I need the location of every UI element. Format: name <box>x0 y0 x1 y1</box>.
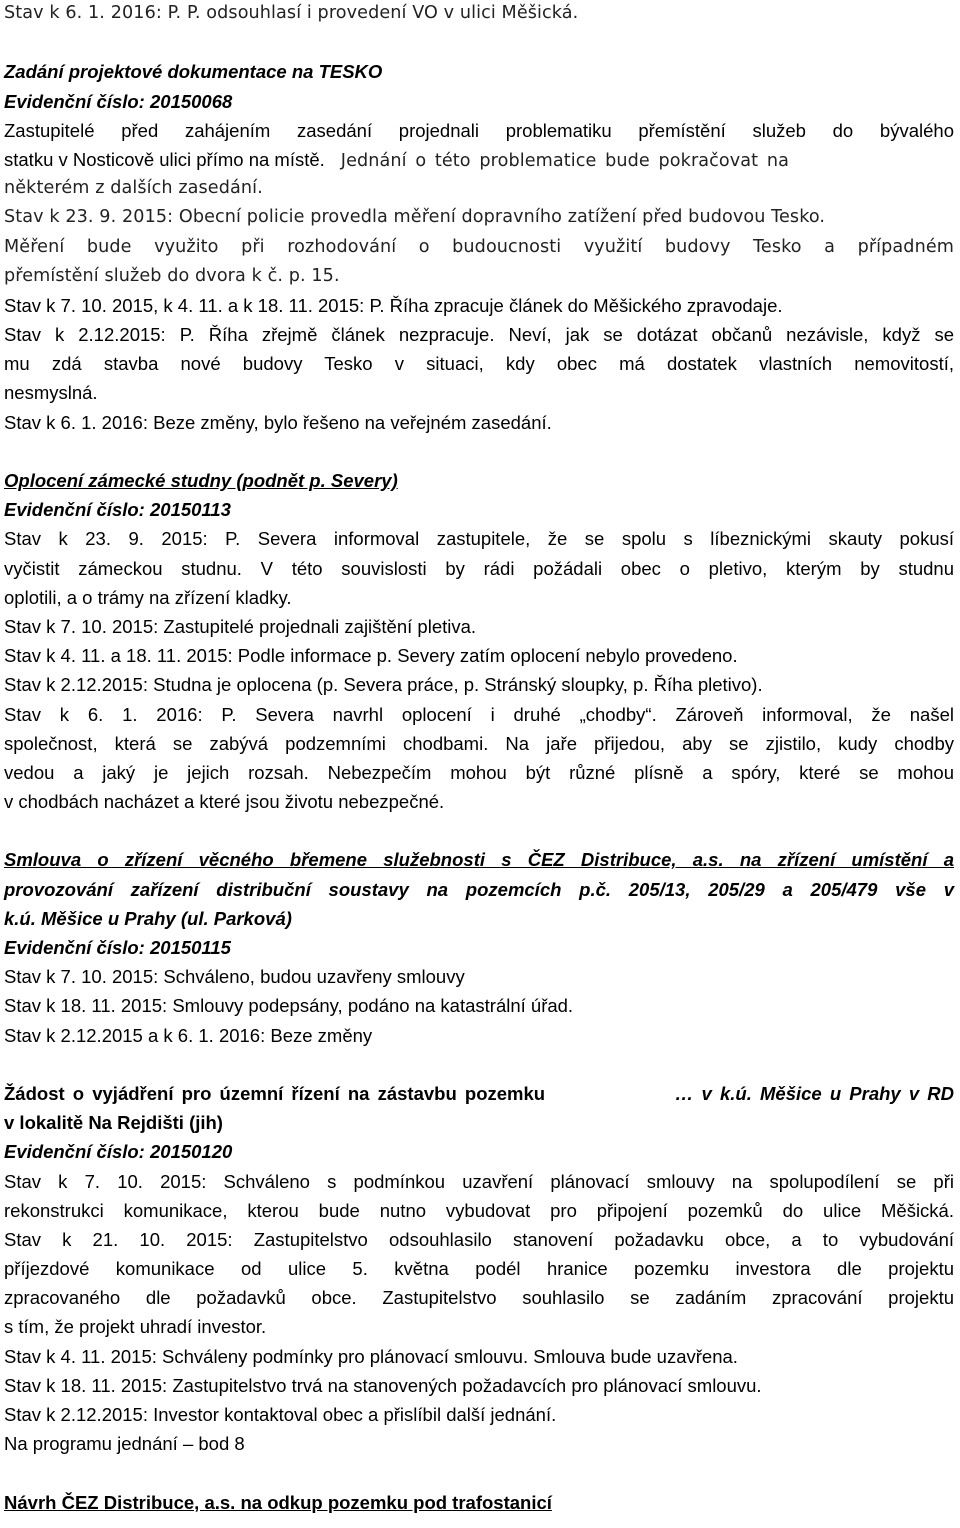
paragraph-line: rekonstrukci komunikace, kterou bude nutno vybudovat pro připojení pozemků do ulice Měšická. <box>4 1199 954 1221</box>
section-title: provozování zařízení distribuční soustavy na pozemcích p.č. 205/13, 205/29 a 205/479 vše v <box>4 878 954 900</box>
section-title: Návrh ČEZ Distribuce, a.s. na odkup pozemku pod trafostanicí <box>4 1491 552 1513</box>
paragraph-line: Stav k 21. 10. 2015: Zastupitelstvo odsouhlasilo stanovení požadavku obce, a to vybudování <box>4 1228 954 1250</box>
paragraph-line: v chodbách nacházet a které jsou životu nebezpečné. <box>4 791 445 813</box>
paragraph-line: s tím, že projekt uhradí investor. <box>4 1316 267 1338</box>
spacer <box>4 437 954 466</box>
paragraph-line: Stav k 2.12.2015 a k 6. 1. 2016: Beze změny <box>4 1024 373 1046</box>
paragraph-line: Stav k 6. 1. 2016: Beze změny, bylo řešeno na veřejném zasedání. <box>4 411 552 433</box>
paragraph-line: oplotili, a o trámy na zřízení kladky. <box>4 586 292 608</box>
evidence-number: Evidenční číslo: 20150068 <box>4 90 233 112</box>
paragraph-line: Stav k 7. 10. 2015: Zastupitelé projednali zajištění pletiva. <box>4 615 477 637</box>
evidence-number: Evidenční číslo: 20150115 <box>4 937 231 958</box>
paragraph-line: Zastupitelé před zahájením zasedání projednali problematiku přemístění služeb do bývalého <box>4 119 954 141</box>
paragraph-line: Stav k 7. 10. 2015: Schváleno, budou uzavřeny smlouvy <box>4 966 465 988</box>
paragraph-line <box>4 145 954 174</box>
paragraph-line: Stav k 6. 1. 2016: P. Severa navrhl oplocení i druhé „chodby“. Zároveň informoval, že našel <box>4 703 954 725</box>
paragraph-line: Měření bude využito při rozhodování o budoucnosti využití budovy Tesko a případném <box>4 236 954 257</box>
paragraph-line: Stav k 2.12.2015: Studna je oplocena (p. Severa práce, p. Stránský sloupky, p. Říha pletivo). <box>4 674 763 696</box>
paragraph-line: Stav k 7. 10. 2015: Schváleno s podmínkou uzavření plánovací smlouvy na spolupodílení se při <box>4 1170 954 1192</box>
paragraph-text: statku v Nosticově ulici přímo na místě. <box>4 148 325 170</box>
status-line: Stav k 6. 1. 2016: P. P. odsouhlasí i provedení VO v ulici Měšická. <box>4 3 579 23</box>
section-title <box>4 1079 954 1108</box>
paragraph-line: Stav k 23. 9. 2015: Obecní policie provedla měření dopravního zatížení před budovou Tesko. <box>4 207 826 228</box>
paragraph-line: Stav k 2.12.2015: Investor kontaktoval obec a přislíbil další jednání. <box>4 1404 557 1425</box>
evidence-number: Evidenční číslo: 20150120 <box>4 1141 233 1163</box>
paragraph-line: některém z dalších zasedání. <box>4 178 263 199</box>
paragraph-line: Stav k 2.12.2015: P. Říha zřejmě článek nezpracuje. Neví, jak se dotázat občanů nezávisle, když se <box>4 324 954 346</box>
paragraph-line: nesmyslná. <box>4 382 98 404</box>
spacer <box>4 816 954 845</box>
section-title: k.ú. Měšice u Prahy (ul. Parková) <box>4 907 292 929</box>
paragraph-line: Stav k 4. 11. a 18. 11. 2015: Podle informace p. Severy zatím oplocení nebylo provedeno. <box>4 645 738 667</box>
paragraph-line: vedou a jaký je jejich rozsah. Nebezpečím mohou být různé plísně a spóry, které se mohou <box>4 761 954 783</box>
section-title: Zadání projektové dokumentace na TESKO <box>4 61 383 83</box>
paragraph-text: Jednání o této problematice bude pokračovat na <box>340 150 790 171</box>
spacer <box>4 28 954 57</box>
section-title: Smlouva o zřízení věcného břemene služebnosti s ČEZ Distribuce, a.s. na zřízení umístění a <box>4 849 954 871</box>
section-title-part: Žádost o vyjádření pro územní řízení na zástavbu pozemku <box>4 1082 546 1104</box>
paragraph-line: přemístění služeb do dvora k č. p. 15. <box>4 265 340 286</box>
section-title-part: … v k.ú. Měšice u Prahy v RD <box>674 1082 954 1104</box>
spacer <box>4 1050 954 1079</box>
paragraph-line: vyčistit zámeckou studnu. V této souvislosti by rádi požádali obec o pletivo, kterým by studnu <box>4 557 954 579</box>
paragraph-line: zpracovaného dle požadavků obce. Zastupitelstvo souhlasilo se zadáním zpracování projektu <box>4 1287 954 1309</box>
section-title: v lokalitě Na Rejdišti (jih) <box>4 1112 223 1134</box>
evidence-number: Evidenční číslo: 20150113 <box>4 499 231 521</box>
paragraph-line: příjezdové komunikace od ulice 5. května podél hranice pozemku investora dle projektu <box>4 1258 954 1280</box>
paragraph-line: Na programu jednání – bod 8 <box>4 1433 245 1455</box>
paragraph-line: Stav k 23. 9. 2015: P. Severa informoval zastupitele, že se spolu s líbeznickými skauty pokusí <box>4 528 954 550</box>
paragraph-line: Stav k 18. 11. 2015: Zastupitelstvo trvá na stanovených požadavcích pro plánovací smlouvu. <box>4 1374 762 1396</box>
paragraph-line: Stav k 4. 11. 2015: Schváleny podmínky pro plánovací smlouvu. Smlouva bude uzavřena. <box>4 1345 738 1367</box>
paragraph-line: společnost, která se zabývá podzemními chodbami. Na jaře přijedou, aby se zjistilo, kudy chodby <box>4 732 954 754</box>
paragraph-line: mu zdá stavba nové budovy Tesko v situaci, kdy obec má dostatek vlastních nemovitostí, <box>4 353 954 375</box>
section-title: Oplocení zámecké studny (podnět p. Severy) <box>4 470 398 491</box>
paragraph-line: Stav k 7. 10. 2015, k 4. 11. a k 18. 11. 2015: P. Říha zpracuje článek do Měšického zpravodaje. <box>4 294 783 316</box>
paragraph-line: Stav k 18. 11. 2015: Smlouvy podepsány, podáno na katastrální úřad. <box>4 995 574 1017</box>
spacer <box>4 1458 954 1487</box>
